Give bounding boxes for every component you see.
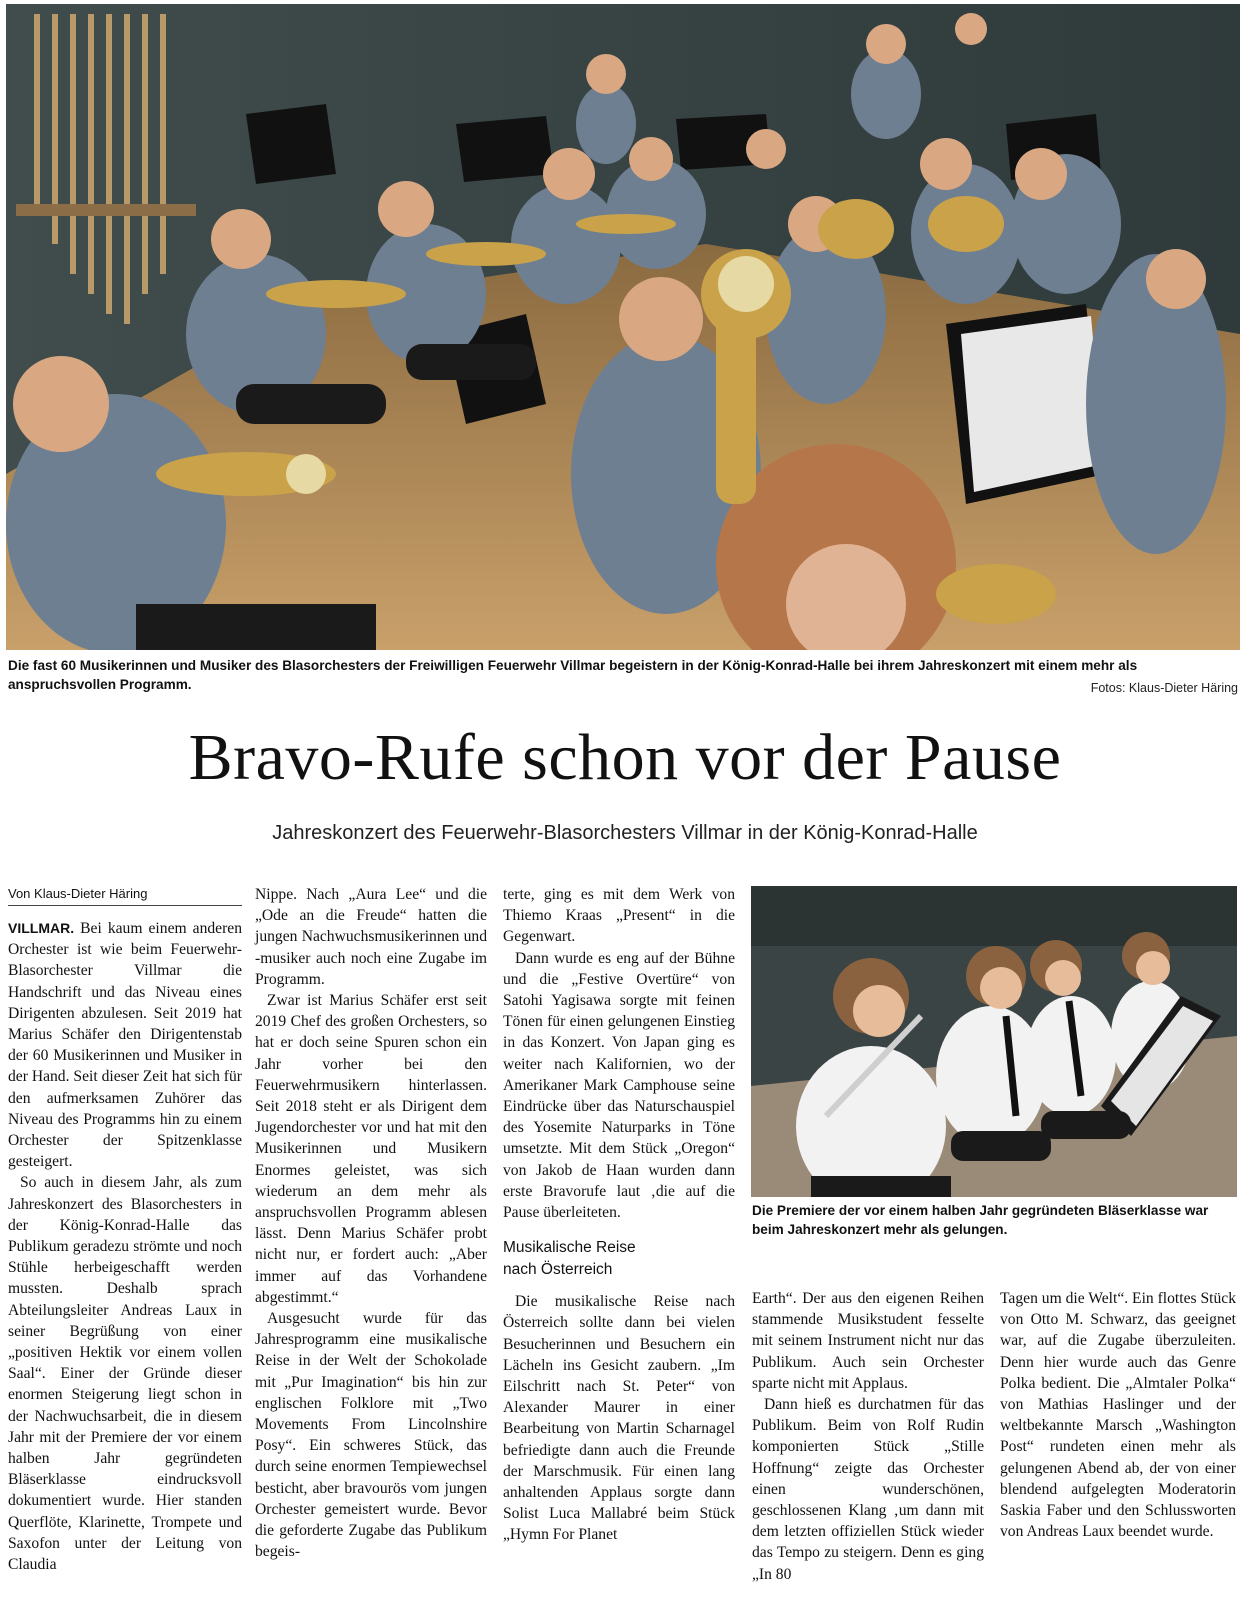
paragraph: Die musikalische Reise nach Österreich sollte dann bei vielen Besucherinnen und Besuchern ein Lächeln ins Gesicht zaubern. „Im Eilschritt nach St. Peter“ von Alexander Maurer in einer Bearbeitung von Martin Scharnagel befriedigte dann auch die Freunde der Marschmusik. Für einen lang anhaltenden Applaus sorgte dann Solist Luca Mallabré beim Stück „Hymn For Planet — [503, 1293, 735, 1544]
article-column-5 — [1000, 1288, 1236, 1542]
section-heading — [503, 1237, 735, 1281]
byline: Von Klaus-Dieter Häring — [8, 886, 242, 906]
paragraph: Nippe. Nach „Aura Lee“ und die „Ode an die Freude“ hatten die jungen Nachwuchsmusikerinnen und -musiker auch noch eine Zugabe im Programm. — [255, 886, 487, 988]
article-column-3 — [503, 884, 735, 1546]
dateline: VILLMAR. — [8, 920, 75, 936]
paragraph — [8, 918, 242, 1172]
small-photo-caption: Die Premiere der vor einem halben Jahr gegründeten Bläserklasse war beim Jahreskonzert mehr als gelungen. — [752, 1203, 1209, 1237]
subheadline: Jahreskonzert des Feuerwehr-Blasorchesters Villmar in der König-Konrad-Halle — [272, 822, 978, 844]
article-column-1 — [8, 918, 242, 1575]
paragraph-text: Bei kaum einem anderen Orchester ist wie beim Feuerwehr-Blasorchester Villmar die Handschrift und das Niveau eines Dirigenten abzulesen. Seit 2019 hat Marius Schäfer den Dirigentenstab der 60 Musikerinnen und Musiker in der Hand. Seit dieser Zeit hat sich für den aufmerksamen Zuhörer das Niveau des Programms hin zu einem Orchester der Spitzenklasse gesteigert. — [8, 920, 242, 1171]
paragraph: So auch in diesem Jahr, als zum Jahreskonzert des Blasorchesters in der König-Konrad-Halle das Publikum geradezu strömte und noch Stühle herbeigeschafft werden mussten. Deshalb sprach Abteilungsleiter Andreas Laux in seiner Begrüßung von einer „positiven Hektik vor einem vollen Saal“. Einer der Gründe dieser enormen Steigerung liegt schon in der Nachwuchsarbeit, die in diesem Jahr mit der Premiere der vor einem halben Jahr gegründeten Bläserklasse eindrucksvoll dokumentiert wurde. Hier standen Querflöte, Klarinette, Trompete und Saxofon unter der Leitung von Claudia — [8, 1174, 242, 1574]
paragraph: Zwar ist Marius Schäfer erst seit 2019 Chef des großen Orchesters, so hat er doch seine Spuren schon ein Jahr vorher bei den Feuerwehrmusikern hinterlassen. Seit 2018 steht er als Dirigent dem Jugendorchester vor und hat mit den Musikerinnen und Musikern Enormes geleistet, was sich wiederum an dem mehr als anspruchsvollen Programm ablesen lässt. Denn Marius Schäfer probt nicht nur, er fordert auch: „Aber immer auf das Vorhandene abgestimmt.“ — [255, 992, 487, 1306]
photo-credit: Fotos: Klaus-Dieter Häring — [1090, 681, 1238, 695]
paragraph: Earth“. Der aus den eigenen Reihen stammende Musikstudent fesselte mit seinem Instrument nicht nur das Publikum. Auch sein Orchester sparte nicht mit Applaus. — [752, 1290, 984, 1392]
headline: Bravo-Rufe schon vor der Pause — [188, 721, 1062, 794]
brass-class-photo — [751, 886, 1237, 1197]
top-photo-caption: Die fast 60 Musikerinnen und Musiker des Blasorchesters der Freiwilligen Feuerwehr Villmar begeistern in der König-Konrad-Halle bei ihrem Jahreskonzert mit einem mehr als anspruchsvollen Programm. — [8, 658, 1138, 692]
paragraph: Tagen um die Welt“. Ein flottes Stück von Otto M. Schwarz, das geeignet war, auf die Zugabe überzuleiten. Denn hier wurde auch das Genre Polka bedient. Die „Almtaler Polka“ von Mathias Haslinger und der weltbekannte Marsch „Washington Post“ rundeten einen mehr als gelungenen Abend ab, der von einer blendend aufgelegten Moderatorin Saskia Faber und den Schlussworten von Andreas Laux beendet wurde. — [1000, 1290, 1236, 1541]
paragraph: terte, ging es mit dem Werk von Thiemo Kraas „Present“ in die Gegenwart. — [503, 886, 735, 946]
article-column-2 — [255, 884, 487, 1563]
paragraph: Dann wurde es eng auf der Bühne und die „Festive Overtüre“ von Satohi Yagisawa sorgte mit feinen Tönen für einen gelungenen Einstieg in das Konzert. Von Japan ging es weiter nach Kalifornien, wo der Amerikaner Mark Camphouse seine Eindrücke über das Naturschauspiel des Yosemite Naturparks in Töne umsetzte. Mit dem Stück „Oregon“ von Jakob de Haan wurden dann erste Bravorufe laut ‚die auf die Pause überleiteten. — [503, 949, 735, 1222]
section-heading-line-1: Musikalische Reise — [503, 1239, 636, 1257]
section-heading-line-2: nach Österreich — [503, 1261, 613, 1279]
orchestra-photo — [6, 4, 1240, 650]
article-column-4 — [752, 1288, 984, 1585]
paragraph: Ausgesucht wurde für das Jahresprogramm eine musikalische Reise in der Welt der Schokolade mit „Pur Imagination“ bis hin zur englischen Folklore mit „Two Movements From Lincolnshire Posy“. Ein schweres Stück, das durch seine enormen Tempiewechsel besticht, aber bravourös vom jungen Orchester gemeistert wurde. Bevor die geforderte Zugabe das Publikum begeis- — [255, 1310, 487, 1561]
paragraph: Dann hieß es durchatmen für das Publikum. Beim von Rolf Rudin komponierten Stück „Stille Hoffnung“ zeigte das Orchester einen wunderschönen, geschlossenen Klang ‚um dann mit dem letzten offiziellen Stück wieder das Tempo zu steigern. Denn es ging „In 80 — [752, 1396, 984, 1583]
